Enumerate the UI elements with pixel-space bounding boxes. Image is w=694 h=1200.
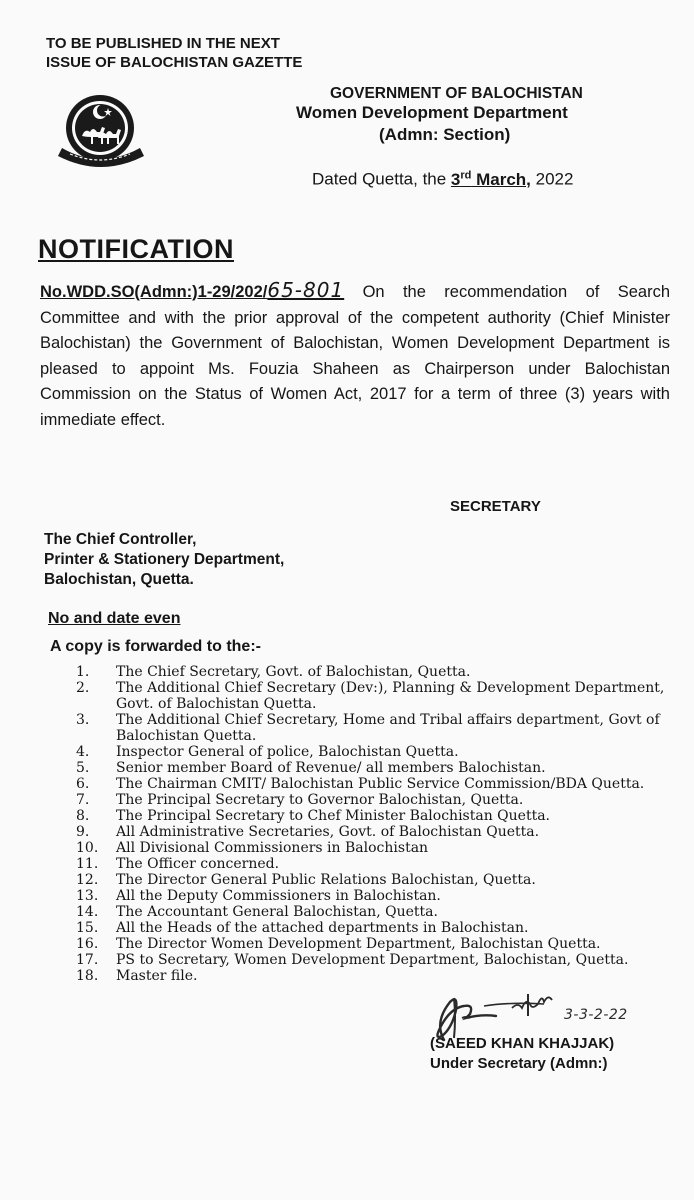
list-item-number: 7. — [76, 792, 90, 808]
dated-day-suffix: rd — [460, 169, 472, 181]
gazette-line-1: TO BE PUBLISHED IN THE NEXT — [46, 35, 280, 52]
signatory-block — [430, 1034, 614, 1074]
addressee-line-2: Printer & Stationery Department, — [44, 551, 285, 568]
list-item — [76, 712, 666, 744]
list-item-number: 13. — [76, 888, 99, 904]
list-item-text: All Administrative Secretaries, Govt. of Balochistan Quetta. — [116, 824, 540, 840]
list-item-number: 2. — [76, 680, 90, 696]
list-item-text: The Chief Secretary, Govt. of Balochistan, Quetta. — [116, 664, 471, 680]
list-item — [76, 664, 666, 680]
list-item — [76, 680, 666, 712]
signatory-name: (SAEED KHAN KHAJJAK) — [430, 1035, 615, 1052]
list-item-text: Master file. — [116, 968, 198, 984]
list-item — [76, 808, 666, 824]
list-item-number: 8. — [76, 808, 90, 824]
list-item — [76, 856, 666, 872]
notification-reference: No.WDD.SO(Admn:)1-29/202/ — [40, 283, 268, 301]
list-item — [76, 872, 666, 888]
list-item — [76, 888, 666, 904]
list-item-text: Inspector General of police, Balochistan Quetta. — [116, 744, 459, 760]
secretary-label: SECRETARY — [450, 498, 541, 515]
list-item — [76, 776, 666, 792]
list-item-number: 9. — [76, 824, 90, 840]
list-item-number: 16. — [76, 936, 99, 952]
list-item-text: All the Deputy Commissioners in Balochistan. — [116, 888, 441, 904]
list-item-number: 6. — [76, 776, 90, 792]
dated-prefix: Dated Quetta, the — [312, 169, 451, 189]
addressee-line-3: Balochistan, Quetta. — [44, 571, 194, 588]
list-item-number: 15. — [76, 920, 99, 936]
section-heading: (Admn: Section) — [379, 125, 511, 144]
list-item-text: The Additional Chief Secretary (Dev:), Planning & Development Department, Govt. of Balochistan Quetta. — [116, 680, 665, 712]
dated-year: 2022 — [530, 169, 574, 189]
list-item-number: 12. — [76, 872, 99, 888]
list-item-text: The Principal Secretary to Governor Balochistan, Quetta. — [116, 792, 524, 808]
gazette-publication-note — [46, 34, 302, 72]
list-item — [76, 936, 666, 952]
copy-forward-list — [76, 664, 666, 984]
list-item-text: PS to Secretary, Women Development Department, Balochistan, Quetta. — [116, 952, 629, 968]
list-item — [76, 824, 666, 840]
addressee-block — [44, 530, 284, 590]
dated-day: 3 — [450, 169, 461, 189]
list-item-number: 10. — [76, 840, 99, 856]
notification-body — [40, 278, 670, 433]
list-item — [76, 968, 666, 984]
list-item — [76, 904, 666, 920]
list-item-number: 17. — [76, 952, 99, 968]
list-item-number: 3. — [76, 712, 90, 728]
list-item-text: Senior member Board of Revenue/ all members Balochistan. — [116, 760, 546, 776]
list-item — [76, 744, 666, 760]
list-item-number: 4. — [76, 744, 90, 760]
list-item-number: 14. — [76, 904, 99, 920]
list-item-text: The Director General Public Relations Balochistan, Quetta. — [116, 872, 536, 888]
addressee-line-1: The Chief Controller, — [44, 531, 197, 548]
list-item — [76, 792, 666, 808]
signatory-designation: Under Secretary (Admn:) — [430, 1055, 608, 1072]
list-item-text: All the Heads of the attached departments in Balochistan. — [116, 920, 529, 936]
no-and-date-heading: No and date even — [48, 610, 181, 627]
notification-body-text: On the recommendation of Search Committee and with the prior approval of the competent authority (Chief Minister Balochistan) the Government of Balochistan, Women Development Department is pleased to appoint Ms. Fouzia Shaheen as Chairperson under Balochistan Commission on the Status of Women Act, 2017 for a term of three (3) years with immediate effect. — [40, 283, 670, 429]
government-heading: GOVERNMENT OF BALOCHISTAN — [330, 85, 583, 102]
list-item-number: 18. — [76, 968, 99, 984]
list-item — [76, 840, 666, 856]
list-item-number: 5. — [76, 760, 90, 776]
list-item-text: All Divisional Commissioners in Balochistan — [116, 840, 429, 856]
balochistan-seal-icon — [48, 86, 156, 172]
list-item-text: The Director Women Development Department, Balochistan Quetta. — [116, 936, 601, 952]
copy-forwarded-heading: A copy is forwarded to the:- — [50, 638, 261, 655]
dated-line — [312, 164, 573, 191]
list-item-number: 1. — [76, 664, 90, 680]
list-item-text: The Chairman CMIT/ Balochistan Public Service Commission/BDA Quetta. — [116, 776, 645, 792]
list-item-text: The Principal Secretary to Chef Minister Balochistan Quetta. — [116, 808, 550, 824]
dated-month: March, — [471, 169, 531, 189]
list-item — [76, 760, 666, 776]
notification-title: NOTIFICATION — [38, 234, 234, 264]
list-item-text: The Officer concerned. — [116, 856, 280, 872]
list-item-text: The Additional Chief Secretary, Home and Tribal affairs department, Govt of Balochistan Quetta. — [116, 712, 660, 744]
list-item — [76, 952, 666, 968]
department-heading: Women Development Department — [296, 103, 568, 122]
list-item — [76, 920, 666, 936]
list-item-text: The Accountant General Balochistan, Quetta. — [116, 904, 438, 920]
handwritten-reference-number: 65-801 — [267, 278, 345, 302]
signature-date: 3-3-2-22 — [564, 1007, 628, 1023]
dated-day-month — [451, 170, 531, 189]
gazette-line-2: ISSUE OF BALOCHISTAN GAZETTE — [46, 54, 303, 71]
list-item-number: 11. — [76, 856, 99, 872]
